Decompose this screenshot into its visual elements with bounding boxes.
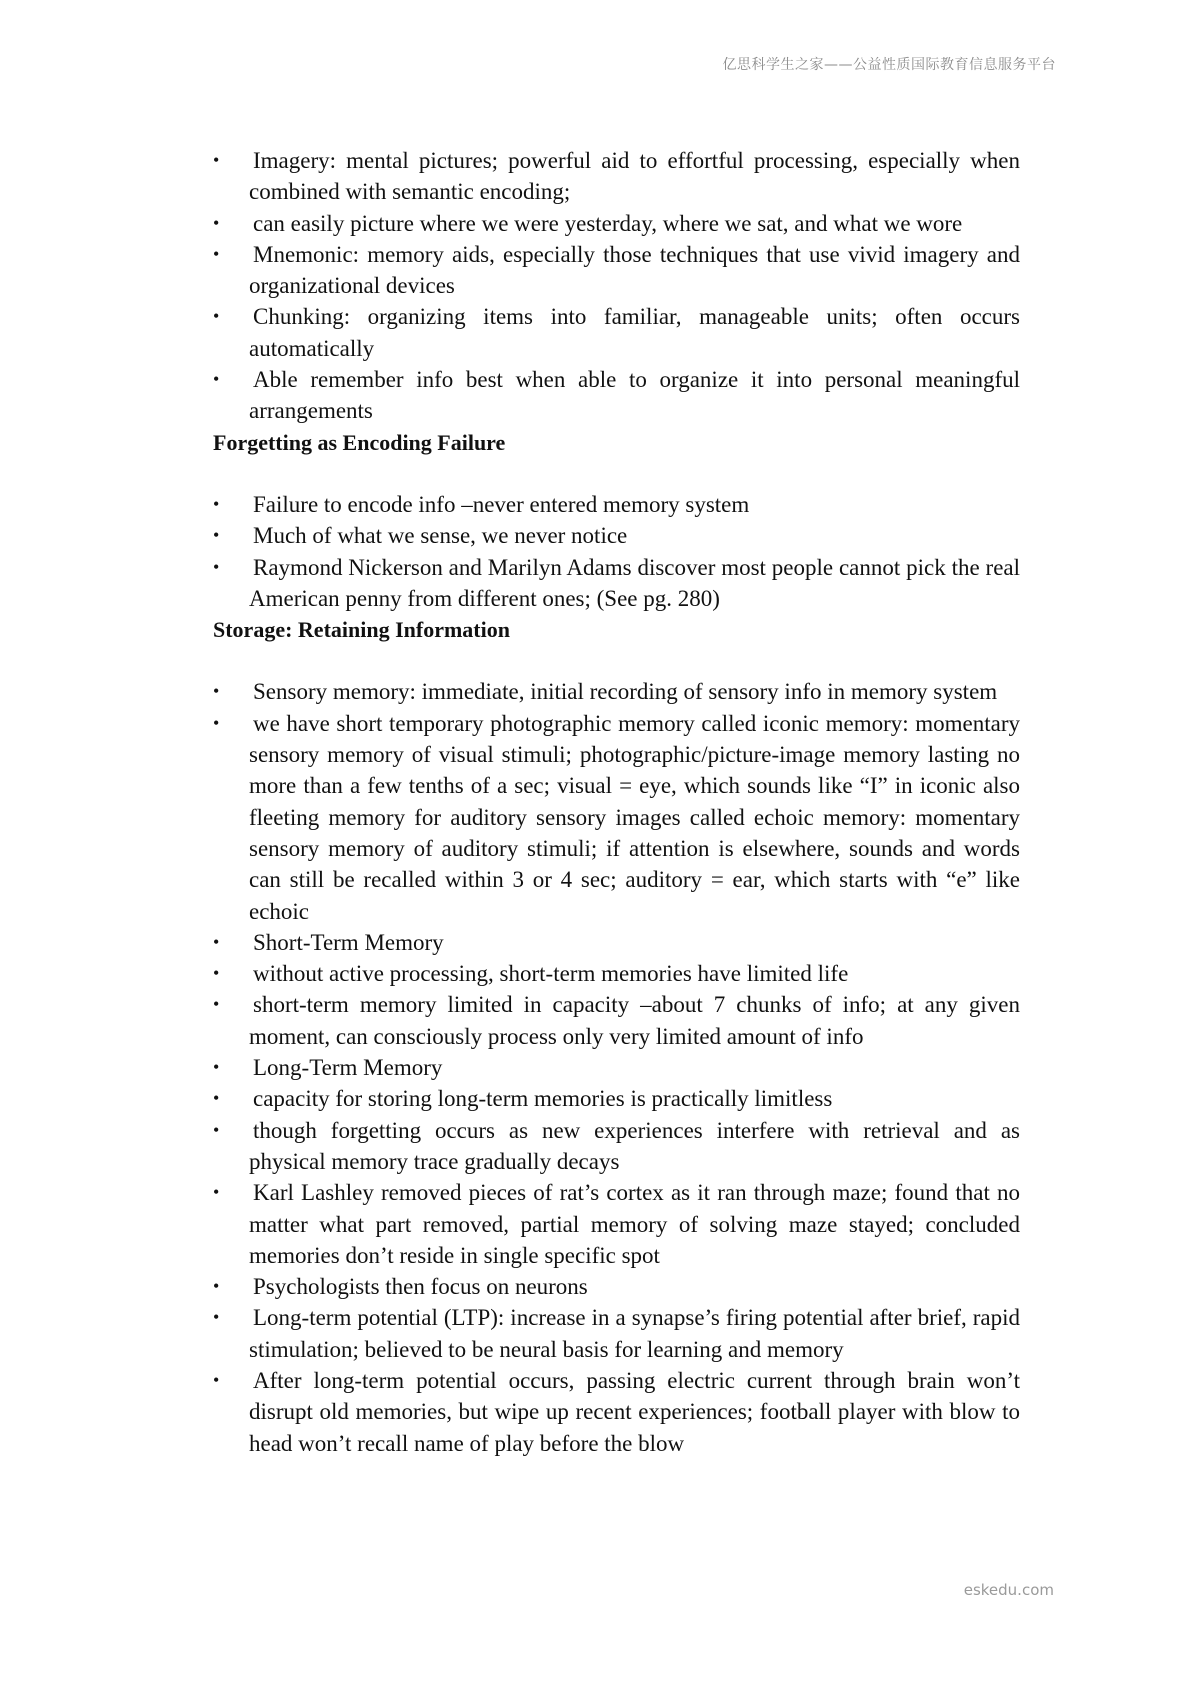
list-item-text: After long-term potential occurs, passing electric current through brain won’t disrupt old memories, but wipe up recent experiences; football player with blow to head won’t recall name of play before the blow [249,1367,1020,1456]
bullet-list-storage [213,676,1020,1458]
list-item-text: though forgetting occurs as new experiences interfere with retrieval and as physical memory trace gradually decays [249,1117,1020,1174]
list-item [213,364,1020,427]
list-item-text: Imagery: mental pictures; powerful aid to effortful processing, especially when combined with semantic encoding; [249,148,1020,205]
list-item-text: without active processing, short-term memories have limited life [253,961,849,987]
bullet-list-imagery [213,145,1020,427]
list-item-text: Sensory memory: immediate, initial recording of sensory info in memory system [253,679,998,705]
list-item-text: Psychologists then focus on neurons [253,1274,588,1300]
list-item-text: Chunking: organizing items into familiar, manageable units; often occurs automatically [249,304,1020,361]
list-item-text: Karl Lashley removed pieces of rat’s cortex as it ran through maze; found that no matter what part removed, partial memory of solving maze stayed; concluded memories don’t reside in single specific spot [249,1180,1020,1268]
list-item [213,520,1020,551]
list-item [213,1052,1020,1083]
list-item-text: Much of what we sense, we never notice [253,523,628,549]
list-item [213,1177,1020,1271]
list-item-text: Raymond Nickerson and Marilyn Adams discover most people cannot pick the real American penny from different ones; (See pg. 280) [249,554,1020,611]
site-header-title: 亿思科学生之家——公益性质国际教育信息服务平台 [722,57,1056,73]
list-item-text: Long-term potential (LTP): increase in a synapse’s firing potential after brief, rapid stimulation; believed to be neural basis for learning and memory [249,1305,1020,1362]
section-heading-forgetting: Forgetting as Encoding Failure [213,429,506,455]
list-item [213,1302,1020,1365]
list-item [213,1271,1020,1302]
list-item [213,1115,1020,1178]
list-item-text: can easily picture where we were yesterday, where we sat, and what we wore [253,210,963,236]
list-item [213,301,1020,364]
footer-domain: eskedu.com [963,1581,1054,1599]
document-body [213,145,1020,1459]
list-item-text: Short-Term Memory [253,929,444,955]
list-item [213,676,1020,707]
list-item-text: Mnemonic: memory aids, especially those techniques that use vivid imagery and organizational devices [249,241,1020,299]
list-item-text: we have short temporary photographic memory called iconic memory: momentary sensory memory of visual stimuli; photographic/picture-image memory lasting no more than a few tenths of a sec; visual = eye, which sounds like “I” in iconic also fleeting memory for auditory sensory images called echoic memory: momentary sensory memory of auditory stimuli; if attention is elsewhere, sounds and words can still be recalled within 3 or 4 sec; auditory = ear, which starts with “e” like echoic [249,710,1020,924]
list-item [213,145,1020,208]
list-item [213,958,1020,989]
list-item [213,489,1020,520]
list-item [213,208,1020,239]
list-item [213,989,1020,1052]
list-item-text: capacity for storing long-term memories is practically limitless [253,1086,833,1112]
list-item-text: Able remember info best when able to organize it into personal meaningful arrangements [249,367,1020,424]
section-heading-storage: Storage: Retaining Information [213,617,510,643]
list-item [213,1083,1020,1114]
list-item [213,552,1020,615]
list-item [213,1365,1020,1459]
list-item [213,708,1020,927]
bullet-list-forgetting [213,489,1020,614]
list-item [213,927,1020,958]
list-item-text: short-term memory limited in capacity –about 7 chunks of info; at any given moment, can consciously process only very limited amount of info [249,992,1020,1049]
list-item-text: Long-Term Memory [253,1055,443,1081]
list-item-text: Failure to encode info –never entered memory system [253,491,750,517]
list-item [213,239,1020,302]
